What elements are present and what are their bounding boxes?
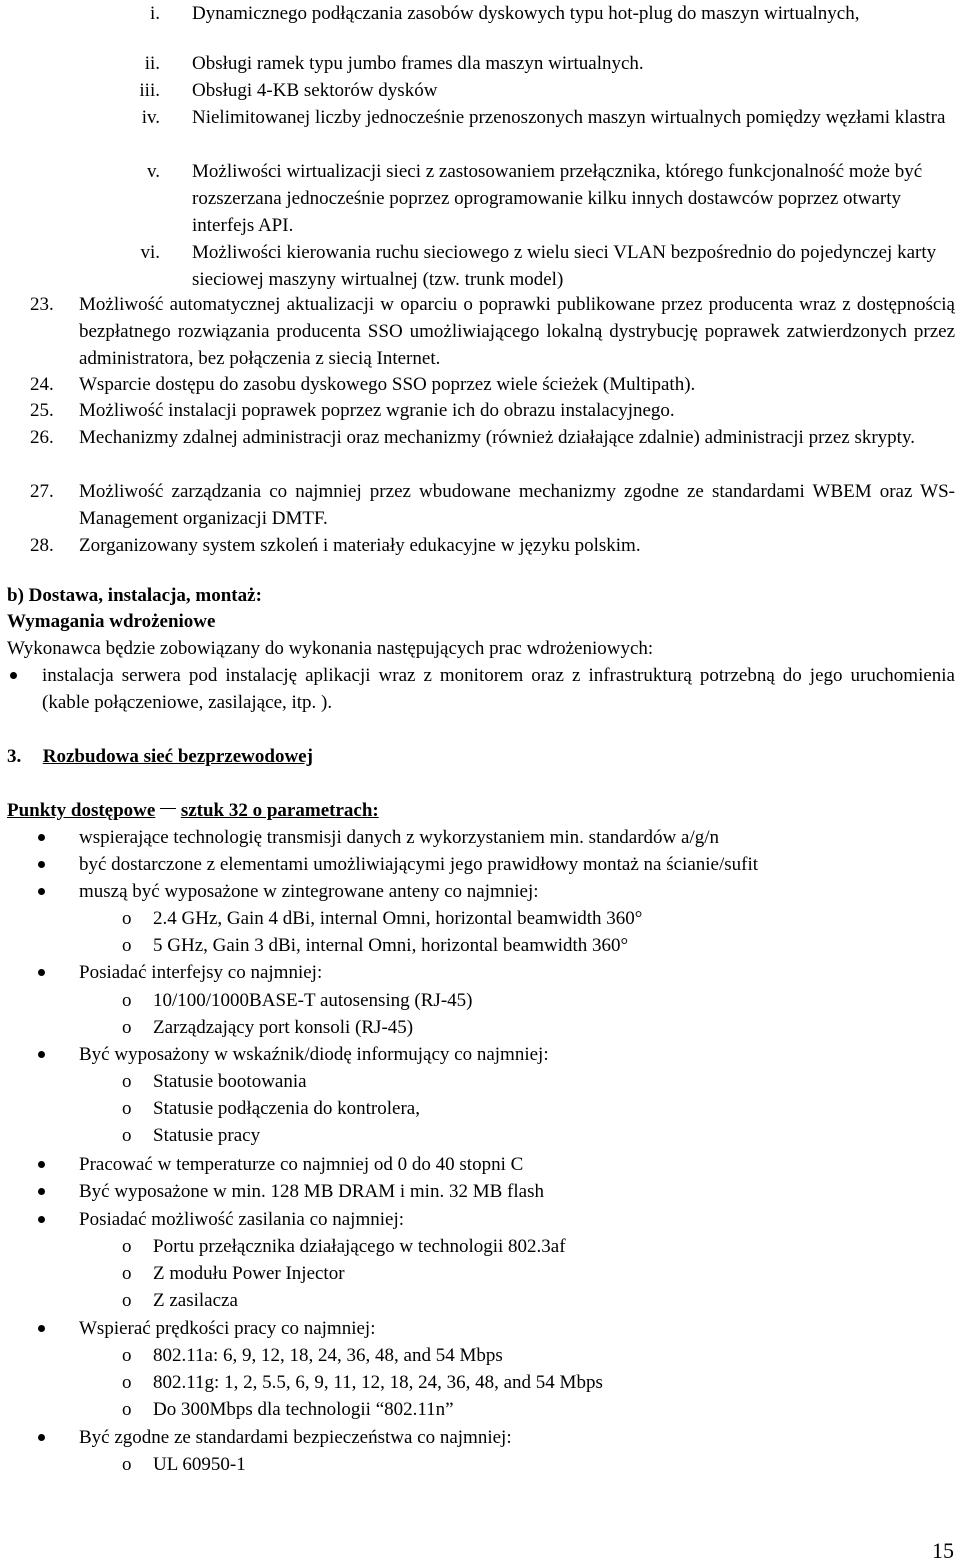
bullet-icon <box>38 1051 45 1058</box>
page-number: 15 <box>932 1538 954 1563</box>
section-intro: Wykonawca będzie zobowiązany do wykonania następujących prac wdrożeniowych: <box>7 638 654 659</box>
circle-bullet-icon: o <box>122 1098 132 1119</box>
sub-item-text: 802.11a: 6, 9, 12, 18, 24, 36, 48, and 54 Mbps <box>153 1345 503 1366</box>
circle-bullet-icon: o <box>122 1017 132 1038</box>
item-text: Obsługi ramek typu jumbo frames dla maszyn wirtualnych. <box>192 53 644 74</box>
dash-separator <box>160 808 176 809</box>
bullet-icon <box>38 969 45 976</box>
item-number: vi. <box>140 242 160 263</box>
item-number: ii. <box>144 53 160 74</box>
item-number: v. <box>146 161 160 182</box>
item-text: Możliwości kierowania ruchu sieciowego z wielu sieci VLAN bezpośrednio do pojedynczej karty sieciowej maszyny wirtualnej (tzw. trunk model) <box>192 242 937 290</box>
item-number: 28. <box>30 535 54 556</box>
item-number: i. <box>149 3 160 24</box>
bullet-icon <box>38 861 45 868</box>
sub-item-text: Zarządzający port konsoli (RJ-45) <box>153 1017 414 1038</box>
section-subheading: Wymagania wdrożeniowe <box>7 611 216 632</box>
circle-bullet-icon: o <box>122 1372 132 1393</box>
sub-item-text: 802.11g: 1, 2, 5.5, 6, 9, 11, 12, 18, 24, 36, 48, and 54 Mbps <box>153 1372 603 1393</box>
circle-bullet-icon: o <box>122 1071 132 1092</box>
item-text: instalacja serwera pod instalację aplikacji wraz z monitorem oraz z infrastrukturą potrzebną do jego uruchomienia (kable połączeniowe, zasilające, itp. ). <box>42 665 955 713</box>
heading-part-b: sztuk 32 o parametrach: <box>180 800 379 821</box>
bullet-icon <box>10 672 17 679</box>
circle-bullet-icon: o <box>122 935 132 956</box>
bullet-icon <box>38 1216 45 1223</box>
circle-bullet-icon: o <box>122 1290 132 1311</box>
sub-item-text: UL 60950-1 <box>153 1454 246 1475</box>
item-number: 24. <box>30 374 54 395</box>
item-text: Być wyposażony w wskaźnik/diodę informujący co najmniej: <box>79 1044 549 1065</box>
item-text: Obsługi 4-KB sektorów dysków <box>192 80 438 101</box>
circle-bullet-icon: o <box>122 1454 132 1475</box>
item-number: 27. <box>30 481 54 502</box>
item-text: Dynamicznego podłączania zasobów dyskowych typu hot-plug do maszyn wirtualnych, <box>192 3 860 24</box>
circle-bullet-icon: o <box>122 1345 132 1366</box>
circle-bullet-icon: o <box>122 1125 132 1146</box>
item-text: Możliwość instalacji poprawek poprzez wgranie ich do obrazu instalacyjnego. <box>79 400 675 421</box>
item-text: Wsparcie dostępu do zasobu dyskowego SSO poprzez wiele ścieżek (Multipath). <box>79 374 696 395</box>
item-text: Możliwość zarządzania co najmniej przez wbudowane mechanizmy zgodne ze standardami WBEM oraz WS-Management organizacji DMTF. <box>79 481 955 529</box>
sub-item-text: Statusie podłączenia do kontrolera, <box>153 1098 420 1119</box>
item-text: Mechanizmy zdalnej administracji oraz mechanizmy (również działające zdalnie) administracji przez skrypty. <box>79 427 915 448</box>
bullet-icon <box>38 1325 45 1332</box>
sub-item-text: Z zasilacza <box>153 1290 238 1311</box>
circle-bullet-icon: o <box>122 908 132 929</box>
circle-bullet-icon: o <box>122 1236 132 1257</box>
heading-part-a: Punkty dostępowe <box>7 800 156 821</box>
item-text: Posiadać możliwość zasilania co najmniej: <box>79 1209 405 1230</box>
circle-bullet-icon: o <box>122 1399 132 1420</box>
bullet-icon <box>38 1188 45 1195</box>
section-heading: b) Dostawa, instalacja, montaż: <box>7 585 262 606</box>
sub-item-text: 2.4 GHz, Gain 4 dBi, internal Omni, horizontal beamwidth 360° <box>153 908 643 929</box>
item-number: 23. <box>30 294 54 315</box>
sub-item-text: 10/100/1000BASE-T autosensing (RJ-45) <box>153 990 473 1011</box>
item-text: Być wyposażone w min. 128 MB DRAM i min. 32 MB flash <box>79 1181 544 1202</box>
sub-item-text: Statusie pracy <box>153 1125 261 1146</box>
item-text: Możliwość automatycznej aktualizacji w oparciu o poprawki publikowane przez producenta wraz z dostępnością bezpłatnego rozwiązania producenta SSO umożliwiającego lokalną dystrybucję poprawek zatwierdzonych przez administratora, bez połączenia z siecią Internet. <box>79 294 955 369</box>
section-number: 3. <box>7 746 22 767</box>
sub-item-text: Statusie bootowania <box>153 1071 307 1092</box>
section-3-heading <box>7 743 957 770</box>
item-text: wspierające technologię transmisji danych z wykorzystaniem min. standardów a/g/n <box>79 827 720 848</box>
sub-item-text: Do 300Mbps dla technologii “802.11n” <box>153 1399 454 1420</box>
circle-bullet-icon: o <box>122 1263 132 1284</box>
bullet-icon <box>38 888 45 895</box>
item-number: iv. <box>141 107 160 128</box>
bullet-icon <box>38 1161 45 1168</box>
item-text: Posiadać interfejsy co najmniej: <box>79 962 323 983</box>
item-number: 26. <box>30 427 54 448</box>
section-title: Rozbudowa sieć bezprzewodowej <box>42 746 313 767</box>
item-text: Możliwości wirtualizacji sieci z zastosowaniem przełącznika, którego funkcjonalność może być rozszerzana jednocześnie poprzez oprogramowanie kilku innych dostawców poprzez otwarty interfejs API. <box>192 161 923 236</box>
access-points-heading <box>7 797 957 824</box>
item-text: Zorganizowany system szkoleń i materiały edukacyjne w języku polskim. <box>79 535 641 556</box>
sub-item-text: Z modułu Power Injector <box>153 1263 345 1284</box>
item-text: być dostarczone z elementami umożliwiającymi jego prawidłowy montaż na ścianie/sufit <box>79 854 759 875</box>
sub-item-text: 5 GHz, Gain 3 dBi, internal Omni, horizontal beamwidth 360° <box>153 935 629 956</box>
bullet-icon <box>38 1434 45 1441</box>
sub-item-text: Portu przełącznika działającego w technologii 802.3af <box>153 1236 566 1257</box>
item-text: Wspierać prędkości pracy co najmniej: <box>79 1318 376 1339</box>
bullet-icon <box>38 834 45 841</box>
circle-bullet-icon: o <box>122 990 132 1011</box>
item-number: iii. <box>139 80 160 101</box>
item-number: 25. <box>30 400 54 421</box>
item-text: Nielimitowanej liczby jednocześnie przenoszonych maszyn wirtualnych pomiędzy węzłami klastra <box>192 107 946 128</box>
item-text: Być zgodne ze standardami bezpieczeństwa co najmniej: <box>79 1427 512 1448</box>
item-text: Pracować w temperaturze co najmniej od 0 do 40 stopni C <box>79 1154 524 1175</box>
item-text: muszą być wyposażone w zintegrowane anteny co najmniej: <box>79 881 539 902</box>
